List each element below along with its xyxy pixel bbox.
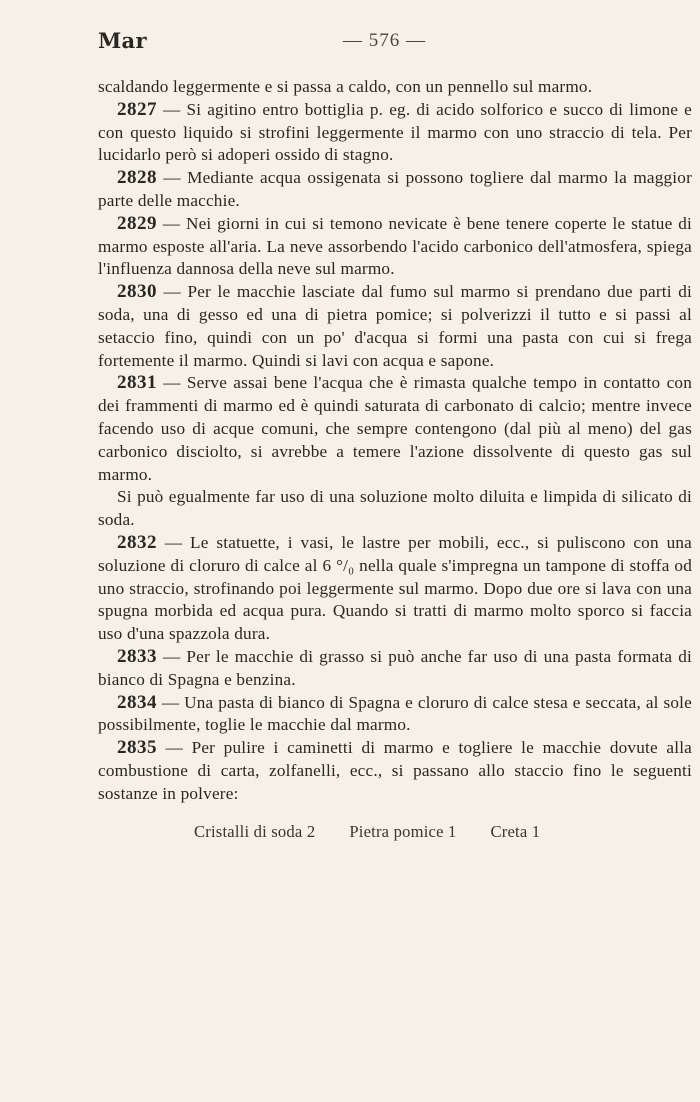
paragraph-text: — Per le macchie lasciate dal fumo sul marmo si prendano due parti di soda, una di gesso ed una di pietra pomice; si polverizzi il tutto e si passi al setaccio fino, quindi con un po' d'acqua si formi una pasta con cui si frega fortemente il marmo. Quindi si lavi con acqua e sapone.	[98, 282, 692, 370]
running-header	[98, 28, 692, 56]
paragraph-text: — Per pulire i caminetti di marmo e togliere le macchie dovute alla combustione di carta, zolfanelli, ecc., si passano allo staccio fino le seguenti sostanze in polvere:	[98, 738, 692, 803]
paragraph-text: — Nei giorni in cui si temono nevicate è bene tenere coperte le statue di marmo esposte all'aria. La neve assorbendo l'acido carbonico dell'atmosfera, spiega l'influenza dannosa della neve sul marmo.	[98, 213, 692, 279]
paragraph-2832	[98, 532, 692, 646]
recipe-item: Pietra pomice 1	[349, 821, 457, 841]
paragraph-text: — Mediante acqua ossigenata si possono togliere dal marmo la maggior parte delle macchie.	[98, 168, 692, 210]
body-text	[98, 76, 692, 806]
entry-number: 2833	[117, 645, 157, 667]
recipe-item: Creta 1	[490, 821, 541, 841]
entry-number: 2831	[117, 372, 157, 394]
paragraph-2834	[98, 692, 692, 738]
paragraph-text: — Le statuette, i vasi, le lastre per mobili, ecc., si puliscono con una soluzione di cloruro di calce al 6 °/₀ nella quale s'impregna un tampone di stoffa od uno straccio, strofinando poi leggermente sul marmo. Dopo due ore si lava con una spugna morbida ed acqua pura. Quando si tratti di marmo molto sporco si faccia uso d'una spazzola dura.	[98, 532, 692, 644]
paragraph-2830	[98, 281, 692, 372]
paragraph-2828	[98, 167, 692, 213]
paragraph-2831-addendum	[98, 486, 692, 532]
paragraph-2831	[98, 372, 692, 486]
paragraph-text: Si può egualmente far uso di una soluzione molto diluita e limpida di silicato di soda.	[98, 487, 692, 530]
paragraph-2833	[98, 646, 692, 692]
paragraph-text: scaldando leggermente e si passa a caldo, con un pennello sul marmo.	[98, 77, 593, 96]
paragraph-text: — Per le macchie di grasso si può anche far uso di una pasta formata di bianco di Spagna e benzina.	[98, 646, 692, 689]
entry-number: 2830	[117, 281, 157, 303]
entry-number: 2834	[117, 691, 157, 713]
paragraph-2835	[98, 737, 692, 805]
entry-number: 2835	[117, 737, 157, 759]
paragraph-text: — Si agitino entro bottiglia p. eg. di acido solforico e succo di limone e con questo liquido si strofini leggermente il marmo con uno straccio di tela. Per lucidarlo però si adoperi ossido di stagno.	[98, 99, 692, 165]
paragraph-text: — Una pasta di bianco di Spagna e cloruro di calce stesa e seccata, al sole possibilmente, toglie le macchie dal marmo.	[98, 692, 692, 735]
recipe-item: Cristalli di soda 2	[194, 821, 316, 841]
running-head-word: Mar	[98, 28, 147, 53]
paragraph-2827	[98, 99, 692, 167]
entry-number: 2828	[117, 167, 157, 189]
recipe-ingredients	[98, 822, 692, 842]
paragraph-continuation	[98, 76, 692, 99]
entry-number: 2827	[117, 98, 157, 120]
entry-number: 2829	[117, 212, 157, 234]
paragraph-text: — Serve assai bene l'acqua che è rimasta qualche tempo in contatto con dei frammenti di marmo ed è quindi saturata di carbonato di calcio; mentre invece facendo uso di acque comuni, che sempre contengono (dal più al meno) del gas carbonico disciolto, si avrebbe a temere l'azione dissolvente di questo gas sul marmo.	[98, 373, 692, 484]
page-number: — 576 —	[343, 30, 426, 51]
paragraph-2829	[98, 213, 692, 281]
entry-number: 2832	[117, 531, 157, 553]
